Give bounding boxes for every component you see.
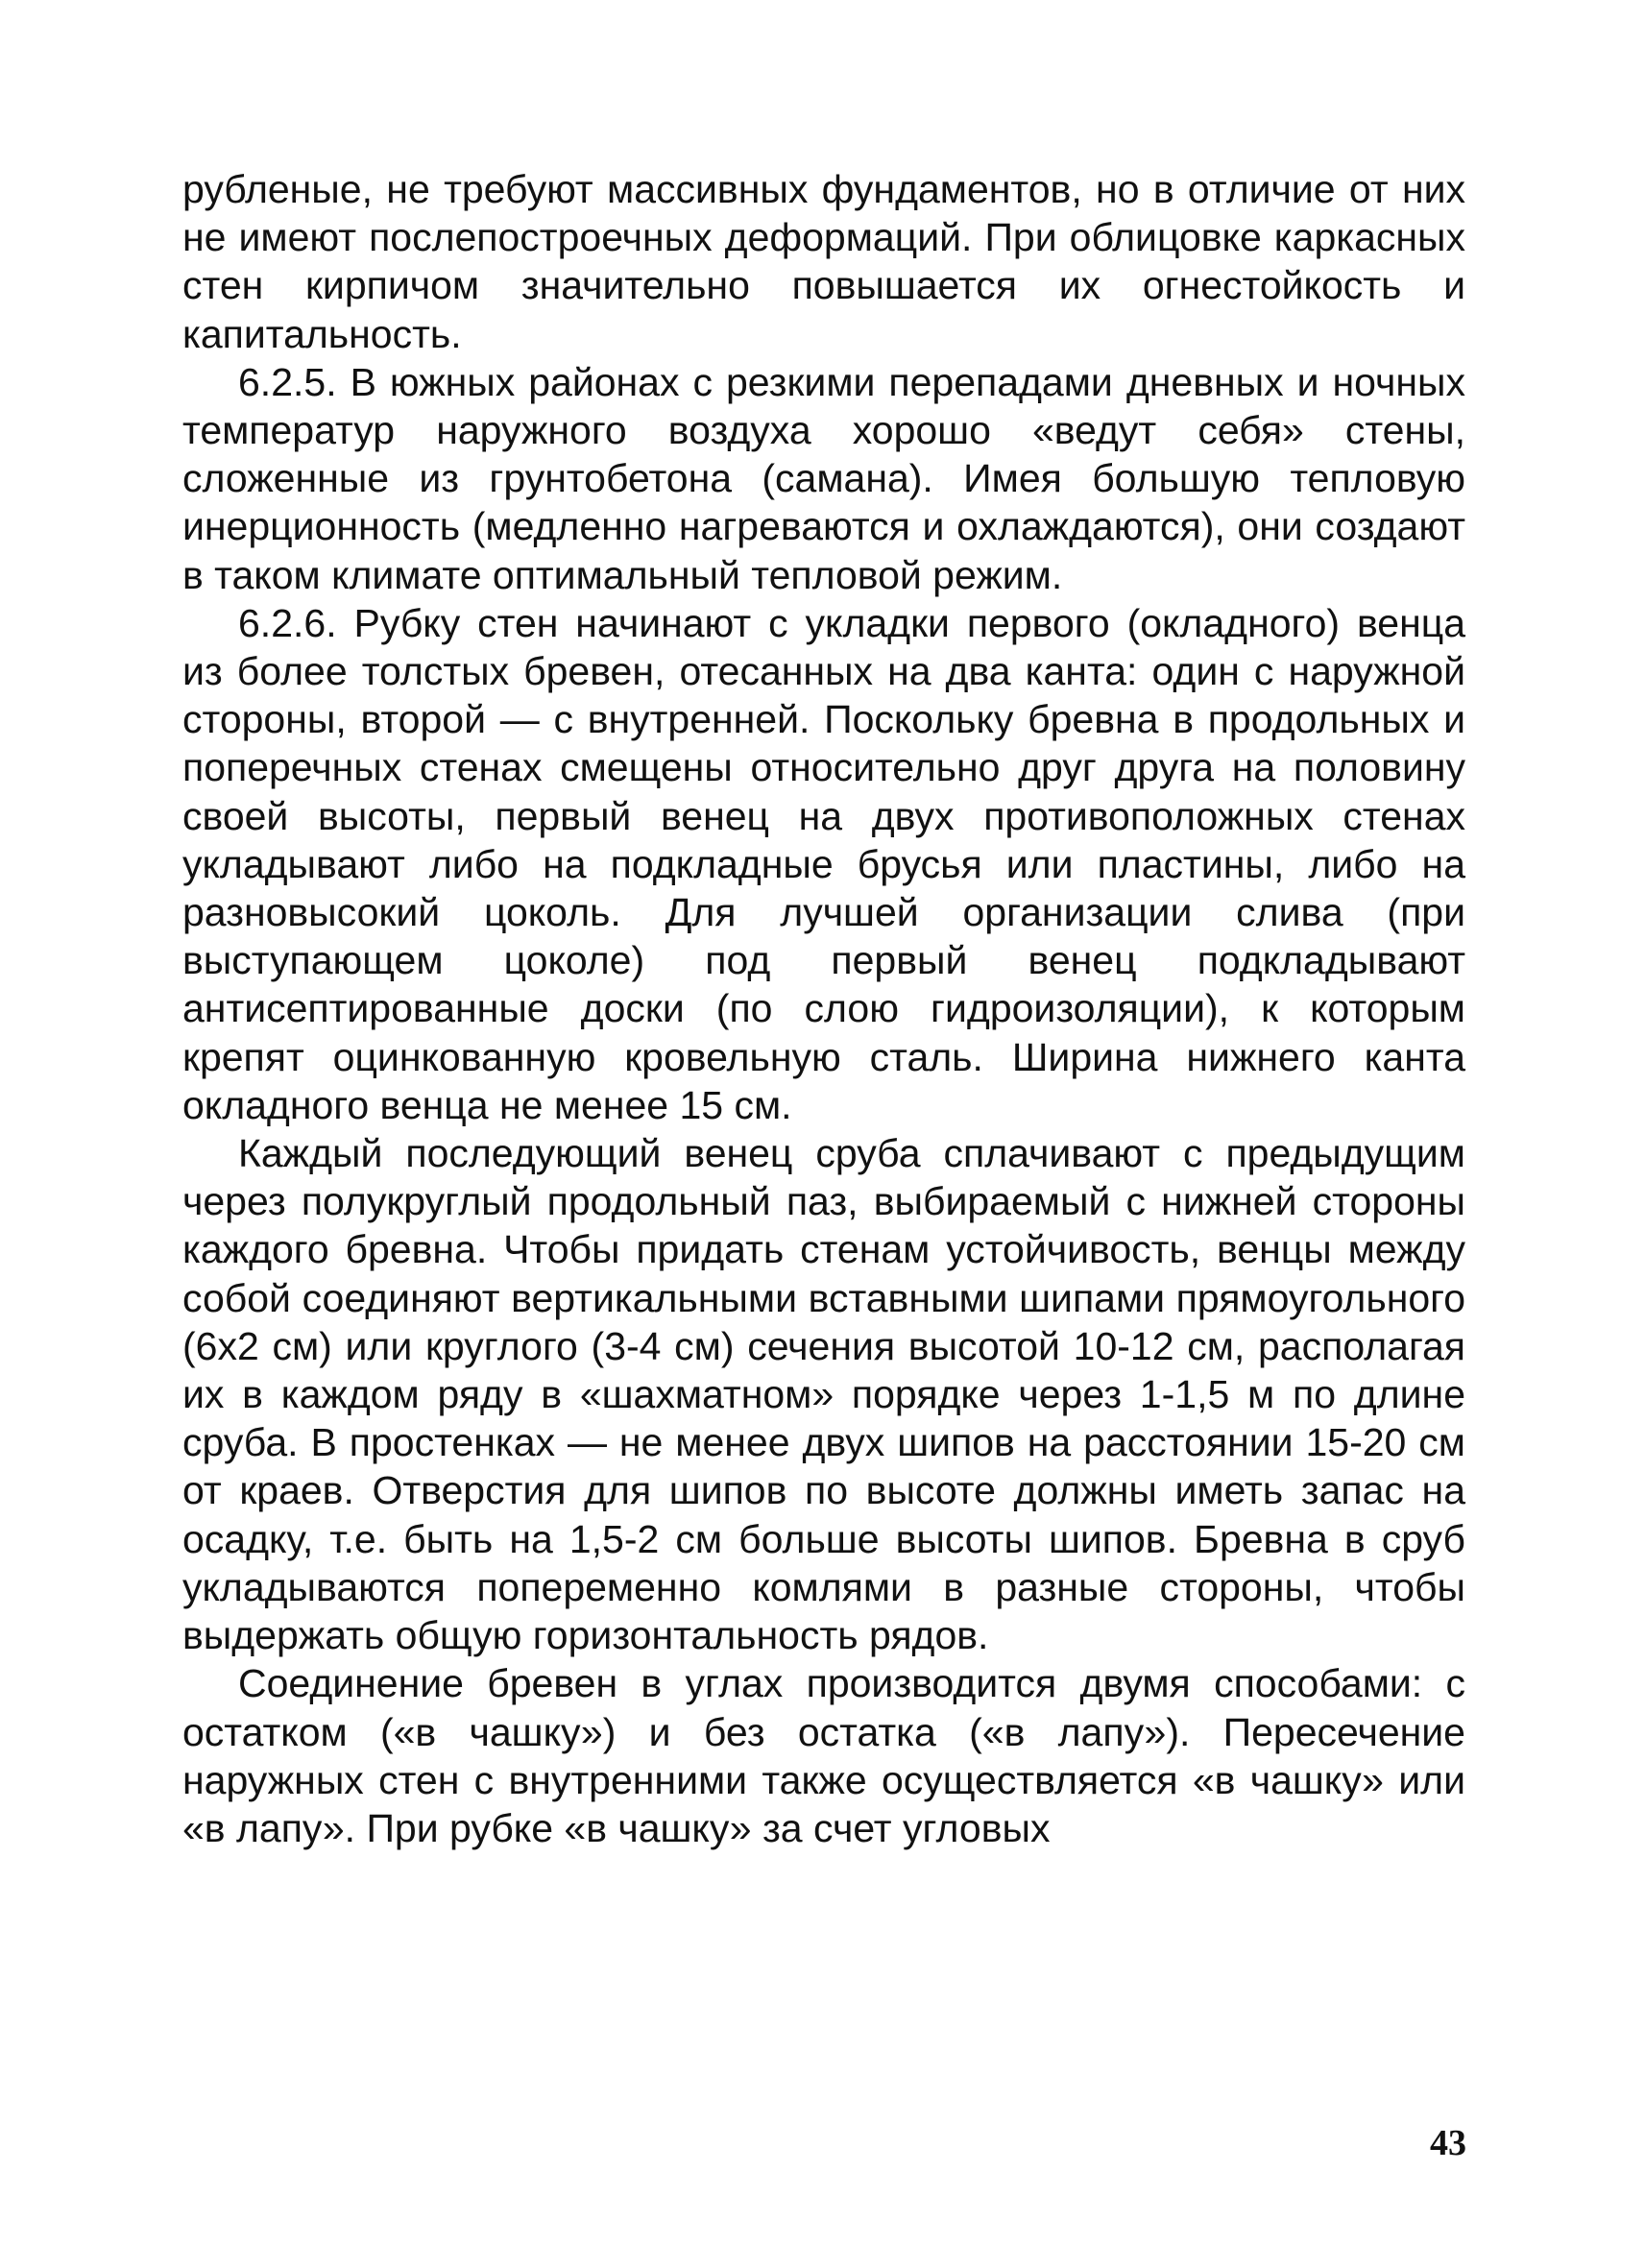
paragraph-6-2-6: 6.2.6. Рубку стен начинают с укладки первого (окладного) венца из более толстых бревен, отесанных на два канта: один с наружной стороны, второй — с внутренней. Поскольку бревна в продольных и поперечных стенах смещены относительно друг друга на половину своей высоты, первый венец на двух противоположных стенах укладывают либо на подкладные брусья или пластины, либо на разновысокий цоколь. Для лучшей организации слива (при выступающем цоколе) под первый венец подкладывают антисептированные доски (по слою гидроизоляции), к которым крепят оцинкованную кровельную сталь. Ширина нижнего канта окладного венца не менее 15 см. — [182, 600, 1465, 1127]
page-number: 43 — [1430, 2123, 1466, 2163]
paragraph-6-2-5: 6.2.5. В южных районах с резкими перепадами дневных и ночных температур наружного воздуха хорошо «ведут себя» стены, сложенные из грунтобетона (самана). Имея большую тепловую инерционность (медленно нагреваются и охлаждаются), они создают в таком климате оптимальный тепловой режим. — [182, 359, 1465, 597]
paragraph-corner-joints: Соединение бревен в углах производится двумя способами: с остатком («в чашку») и без остатка («в лапу»). Пересечение наружных стен с внутренними также осуществляется «в чашку» или «в лапу». При рубке «в чашку» за счет угловых — [182, 1661, 1465, 1850]
paragraph-crown-joining: Каждый последующий венец сруба сплачивают с предыдущим через полукруглый продольный паз, выбираемый с нижней стороны каждого бревна. Чтобы придать стенам устойчивость, венцы между собой соединяют вертикальными вставными шипами прямоугольного (6x2 см) или круглого (3-4 см) сечения высотой 10-12 см, располагая их в каждом ряду в «шахматном» порядке через 1-1,5 м по длине сруба. В простенках — не менее двух шипов на расстоянии 15-20 см от краев. Отверстия для шипов по высоте должны иметь запас на осадку, т.е. быть на 1,5-2 см больше высоты шипов. Бревна в сруб укладываются попеременно комлями в разные стороны, чтобы выдержать общую горизонтальность рядов. — [182, 1131, 1465, 1658]
page-body — [182, 165, 1465, 1852]
paragraph-continuation: рубленые, не требуют массивных фундаментов, но в отличие от них не имеют послепостроечных деформаций. При облицовке каркасных стен кирпичом значительно повышается их огнестойкость и капитальность. — [182, 167, 1465, 356]
